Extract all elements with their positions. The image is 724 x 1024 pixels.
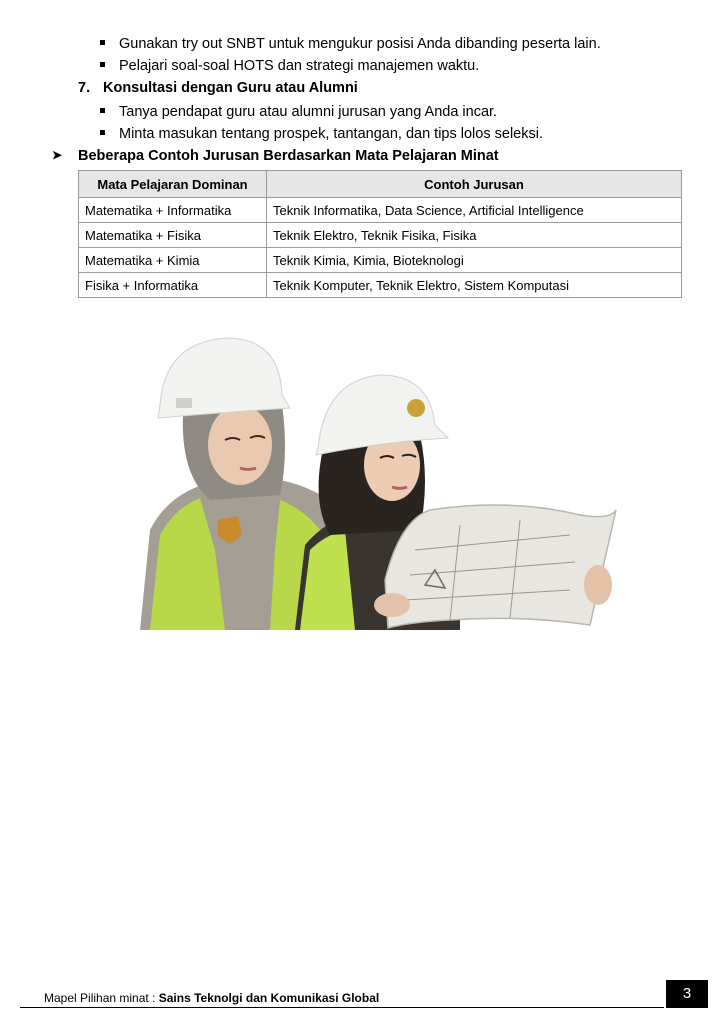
bullet-square-icon: [100, 108, 105, 113]
bullet-text: Minta masukan tentang prospek, tantangan, dan tips lolos seleksi.: [119, 126, 543, 142]
arrow-bullet-icon: ➤: [52, 148, 63, 162]
bullet-item: [100, 35, 601, 53]
cell-majors: Teknik Komputer, Teknik Elektro, Sistem Komputasi: [267, 273, 682, 298]
bullet-item: [100, 103, 497, 121]
section-number: 7.: [78, 80, 91, 96]
cell-majors: Teknik Elektro, Teknik Fisika, Fisika: [267, 223, 682, 248]
section-7-heading: [78, 80, 358, 96]
bullet-square-icon: [100, 130, 105, 135]
header-subject: Mata Pelajaran Dominan: [79, 171, 267, 198]
section-title: Konsultasi dengan Guru atau Alumni: [103, 80, 358, 96]
bullet-square-icon: [100, 40, 105, 45]
cell-subject: Fisika + Informatika: [79, 273, 267, 298]
examples-heading: [52, 148, 499, 164]
examples-heading-text: Beberapa Contoh Jurusan Berdasarkan Mata Pelajaran Minat: [78, 148, 499, 164]
bullet-text: Tanya pendapat guru atau alumni jurusan yang Anda incar.: [119, 104, 498, 120]
bullet-item: [100, 57, 479, 75]
cell-subject: Matematika + Informatika: [79, 198, 267, 223]
cell-majors: Teknik Informatika, Data Science, Artificial Intelligence: [267, 198, 682, 223]
bullet-text: Pelajari soal-soal HOTS dan strategi manajemen waktu.: [119, 58, 480, 74]
footer-text: [44, 991, 379, 1005]
page-number: 3: [666, 980, 708, 1008]
table-row: [79, 223, 682, 248]
cell-subject: Matematika + Fisika: [79, 223, 267, 248]
cell-subject: Matematika + Kimia: [79, 248, 267, 273]
engineers-photo: [130, 330, 620, 630]
bullet-square-icon: [100, 62, 105, 67]
cell-majors: Teknik Kimia, Kimia, Bioteknologi: [267, 248, 682, 273]
table-row: [79, 248, 682, 273]
header-majors: Contoh Jurusan: [267, 171, 682, 198]
footer-divider: [20, 1007, 664, 1008]
table-row: [79, 273, 682, 298]
bullet-item: [100, 125, 543, 143]
table-row: [79, 198, 682, 223]
footer-subject: Sains Teknolgi dan Komunikasi Global: [158, 991, 380, 1005]
blueprint-sheet: [374, 505, 616, 628]
majors-table: [78, 170, 682, 298]
table-header-row: [79, 171, 682, 198]
bullet-text: Gunakan try out SNBT untuk mengukur posisi Anda dibanding peserta lain.: [119, 36, 601, 52]
footer-prefix: Mapel Pilihan minat :: [44, 991, 159, 1005]
